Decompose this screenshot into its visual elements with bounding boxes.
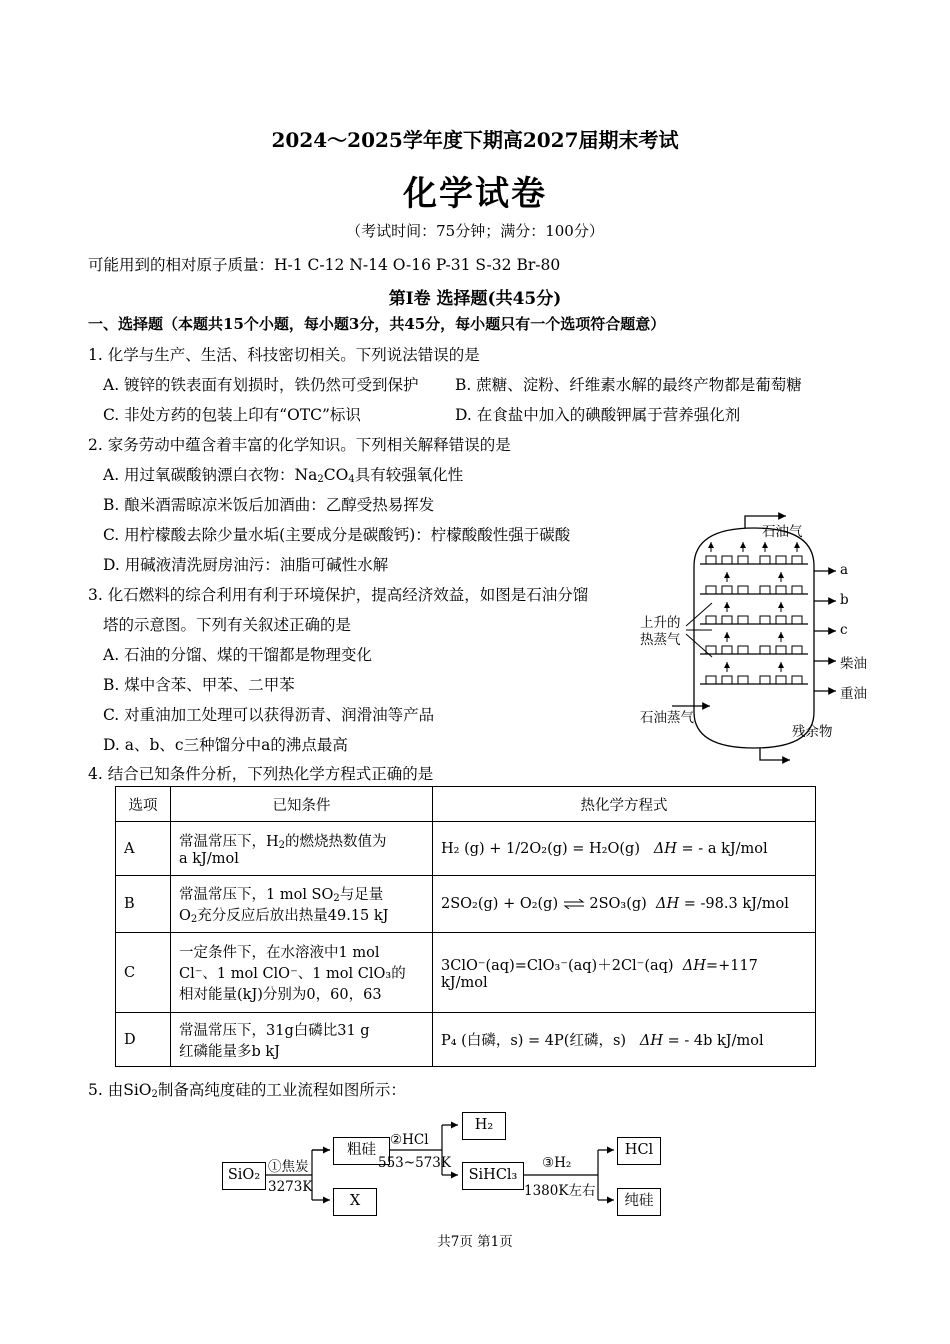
condition-cell: 常温常压下，31g白磷比31 g 红磷能量多b kJ: [171, 1013, 433, 1067]
q2-option-d: D. 用碱液清洗厨房油污：油脂可碱性水解: [103, 556, 389, 574]
bubble-caps: [706, 556, 802, 684]
label-rising-2: 热蒸气: [640, 632, 681, 648]
flow-branch-1: [312, 1150, 330, 1200]
option-cell: C: [116, 933, 171, 1013]
header-option: 选项: [116, 787, 171, 822]
box-sio2: SiO₂: [222, 1162, 266, 1190]
box-crude-silicon: 粗硅: [333, 1137, 390, 1165]
label-a: a: [840, 562, 849, 578]
vapor-arrows: [711, 542, 797, 672]
q4-stem: 4. 结合已知条件分析，下列热化学方程式正确的是: [88, 765, 434, 783]
q1-option-b: B. 蔗糖、淀粉、纤维素水解的最终产物都是葡萄糖: [455, 376, 802, 394]
equation-cell: 3ClO⁻(aq)=ClO₃⁻(aq)＋2Cl⁻(aq) ΔH=+117 kJ/mol: [433, 933, 816, 1013]
q1-option-a: A. 镀锌的铁表面有划损时，铁仍然可受到保护: [103, 376, 419, 394]
condition-cell: 常温常压下，$H_2$的燃烧热数值为 a kJ/mol: [171, 822, 433, 876]
label-petroleum-gas: 石油气: [762, 524, 803, 540]
condition-cell: 一定条件下，在水溶液中1 mol Cl⁻、1 mol ClO⁻、1 mol ClO₃的 相对能量(kJ)分别为0，60，63: [171, 933, 433, 1013]
part-title: 第Ⅰ卷 选择题(共45分): [388, 289, 562, 309]
table-row: [116, 876, 816, 933]
label-c: c: [840, 622, 848, 638]
q3-option-b: B. 煤中含苯、甲苯、二甲苯: [103, 676, 295, 694]
q2-option-c: C. 用柠檬酸去除少量水垢(主要成分是碳酸钙)：柠檬酸酸性强于碳酸: [103, 526, 571, 544]
option-cell: D: [116, 1013, 171, 1067]
q1-stem: 1. 化学与生产、生活、科技密切相关。下列说法错误的是: [88, 346, 480, 364]
q3-stem-line2: 塔的示意图。下列有关叙述正确的是: [103, 616, 352, 634]
equation-cell: P₄ (白磷，s) = 4P(红磷，s) ΔH = - 4b kJ/mol: [433, 1013, 816, 1067]
label-step1-reagent: ①焦炭: [268, 1159, 309, 1175]
box-pure-silicon: 纯硅: [617, 1188, 661, 1216]
box-h2: H₂: [462, 1112, 506, 1140]
label-step3-reagent: ③H₂: [542, 1155, 572, 1171]
option-cell: B: [116, 876, 171, 933]
label-b: b: [840, 592, 849, 608]
q1-option-c: C. 非处方药的包装上印有“OTC”标识: [103, 406, 361, 424]
atomic-masses: 可能用到的相对原子质量：H-1 C-12 N-14 O-16 P-31 S-32 Br-80: [88, 256, 561, 274]
page-footer: 共7页 第1页: [437, 1234, 513, 1250]
equation-cell: H₂ (g) + 1/2O₂(g) = H₂O(g) ΔH = - a kJ/mol: [433, 822, 816, 876]
exam-title: 2024～2025学年度下期高2027届期末考试: [271, 128, 679, 152]
label-diesel: 柴油: [840, 656, 867, 672]
table-row: [116, 1013, 816, 1067]
label-heavy-oil: 重油: [840, 686, 867, 702]
table-row: [116, 933, 816, 1013]
box-hcl: HCl: [617, 1137, 661, 1165]
q3-option-c: C. 对重油加工处理可以获得沥青、润滑油等产品: [103, 706, 435, 724]
box-x: X: [333, 1188, 377, 1216]
q4-table: [115, 786, 816, 1067]
trays: [700, 564, 808, 684]
bottom-outlet-pipe: [760, 748, 790, 760]
flow-branch-3: [598, 1150, 614, 1200]
condition-cell: 常温常压下，1 mol $SO_2$与足量 $O_2$充分反应后放出热量49.15 kJ: [171, 876, 433, 933]
label-step2-reagent: ②HCl: [390, 1132, 429, 1148]
label-rising-1: 上升的: [640, 615, 681, 631]
q2-stem: 2. 家务劳动中蕴含着丰富的化学知识。下列相关解释错误的是: [88, 436, 511, 454]
label-step2-temp: 553~573K: [378, 1155, 451, 1171]
label-step1-temp: 3273K: [268, 1179, 313, 1195]
section-instructions: 一、选择题（本题共15个小题，每小题3分，共45分，每小题只有一个选项符合题意）: [88, 315, 666, 333]
header-equation: 热化学方程式: [433, 787, 816, 822]
label-residue: 残余物: [792, 724, 833, 740]
q5-stem: 5. 由SiO$_2$制备高纯度硅的工业流程如图所示：: [88, 1081, 406, 1100]
label-petroleum-vapor: 石油蒸气: [640, 710, 694, 726]
q3-option-a: A. 石油的分馏、煤的干馏都是物理变化: [103, 646, 373, 664]
table-row: [116, 822, 816, 876]
label-step3-temp: 1380K左右: [524, 1183, 596, 1199]
vapor-pointer-lines: [686, 603, 712, 657]
header-condition: 已知条件: [171, 787, 433, 822]
box-sihcl3: SiHCl₃: [462, 1162, 524, 1190]
table-header-row: [116, 787, 816, 822]
subject-title: 化学试卷: [403, 174, 547, 214]
option-cell: A: [116, 822, 171, 876]
tower-body: [694, 528, 814, 748]
equation-cell: 2SO₂(g) + O₂(g) 2SO₃(g) ΔH = -98.3 kJ/mol: [433, 876, 816, 933]
q2-option-a: A. 用过氧碳酸钠漂白衣物：$Na_2CO_4$具有较强氧化性: [103, 466, 464, 485]
q3-stem-line1: 3. 化石燃料的综合利用有利于环境保护，提高经济效益，如图是石油分馏: [88, 586, 589, 604]
q3-option-d: D. a、b、c三种馏分中a的沸点最高: [103, 736, 348, 754]
q2-option-b: B. 酿米酒需晾凉米饭后加酒曲：乙醇受热易挥发: [103, 496, 435, 514]
equilibrium-arrow-icon: [563, 899, 585, 909]
exam-info: （考试时间：75分钟；满分：100分）: [346, 222, 604, 240]
q1-option-d: D. 在食盐中加入的碘酸钾属于营养强化剂: [455, 406, 741, 424]
